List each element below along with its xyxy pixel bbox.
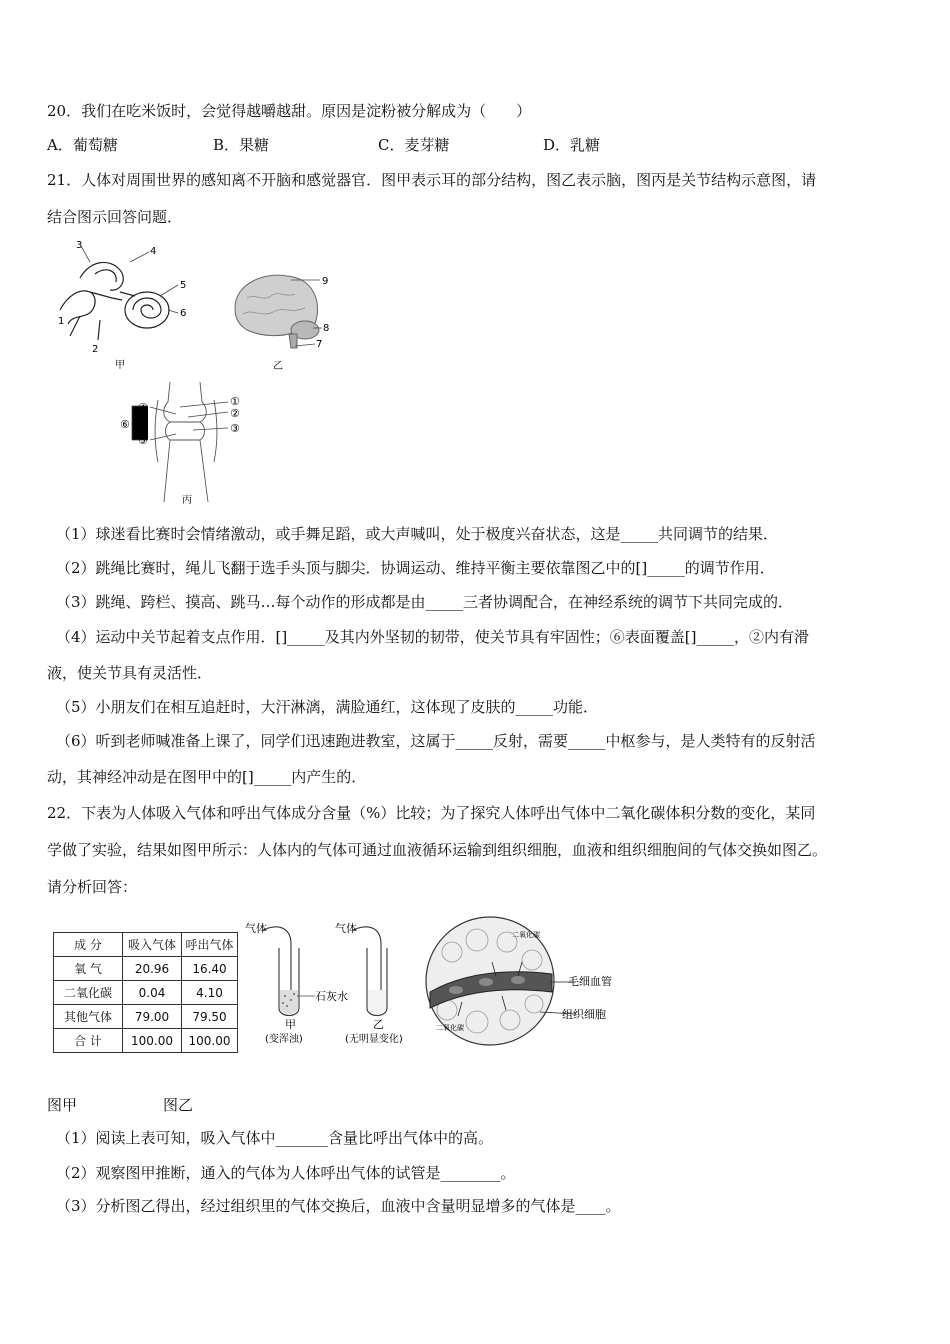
table-cell: 合 计 [54,1029,123,1053]
joint-num-2: ② [230,407,240,420]
co2-label-bottom: 二氧化碳 [436,1024,464,1032]
table-header: 呼出气体 [182,933,238,957]
q22-part-2: （2）观察图甲推断，通入的气体为人体呼出气体的试管是________。 [56,1164,516,1182]
q21-part-4-cont: 液，使关节具有灵活性． [47,664,213,682]
q22-stem-line1: 22．下表为人体吸入气体和呼出气体成分含量（%）比较；为了探究人体呼出气体中二氧化碳体积分数的变化，某同 [47,804,816,822]
table-cell: 其他气体 [54,1005,123,1029]
gas-label-a: 气体 [245,922,267,935]
joint-num-4: ④ [138,401,148,414]
table-row [54,957,238,981]
ear-num-3: 3 [76,240,83,251]
q20-stem: 20．我们在吃米饭时，会觉得越嚼越甜。原因是淀粉被分解成为（ ） [47,102,532,120]
gas-exchange-figure [422,912,622,1050]
gas-composition-table [53,932,238,1053]
q20-option-b: B．果糖 [213,136,270,154]
caption-figure-b: 图乙 [163,1096,194,1114]
tube-b-label: 乙 [373,1018,384,1031]
co2-label-top: 二氧化碳 [512,931,540,939]
q22-stem-line2: 学做了实验，结果如图甲所示：人体内的气体可通过血液循环运输到组织细胞，血液和组织细胞间的气体交换如图乙。 [47,841,828,859]
tube-b-note: (无明显变化) [345,1034,403,1045]
ear-num-4: 4 [150,246,157,257]
q22-part-3: （3）分析图乙得出，经过组织里的气体交换后，血液中含量明显增多的气体是____。 [56,1197,621,1215]
tube-a-label: 甲 [285,1018,296,1031]
q20-option-c: C．麦芽糖 [378,136,450,154]
test-tube-figure [245,918,420,1048]
joint-num-3: ③ [230,422,240,435]
table-header: 吸入气体 [123,933,182,957]
joint-num-5: ⑤ [138,434,148,447]
table-row [54,1005,238,1029]
table-header: 成 分 [54,933,123,957]
ear-num-5: 5 [180,280,187,291]
table-header-row [54,933,238,957]
q21-part-3: （3）跳绳、跨栏、摸高、跳马…每个动作的形成都是由_____三者协调配合，在神经系统的调节下共同完成的． [56,593,794,611]
joint-num-6: ⑥ [120,418,130,431]
table-cell: 氧 气 [54,957,123,981]
limewater-label: 石灰水 [315,990,348,1003]
table-cell: 0.04 [123,981,182,1005]
ear-num-6: 6 [180,308,187,319]
table-cell: 4.10 [182,981,238,1005]
table-cell: 100.00 [182,1029,238,1053]
joint-figure [118,382,263,507]
joint-num-1: ① [230,395,240,408]
ear-num-1: 1 [58,316,65,327]
ear-num-2: 2 [92,344,99,355]
table-cell: 二氧化碳 [54,981,123,1005]
q20-option-d: D．乳糖 [543,136,601,154]
q21-part-2: （2）跳绳比赛时，绳儿飞翻于选手头顶与脚尖．协调运动、维持平衡主要依靠图乙中的[]_____的调节作用． [56,559,775,577]
brain-num-8: 8 [323,323,330,334]
q22-stem-line3: 请分析回答： [47,878,138,896]
caption-figure-a: 图甲 [47,1096,78,1114]
table-row [54,981,238,1005]
q21-part-5: （5）小朋友们在相互追赶时，大汗淋漓，满脸通红，这体现了皮肤的_____功能． [56,698,599,716]
q21-part-4: （4）运动中关节起着支点作用．[]_____及其内外坚韧的韧带，使关节具有牢固性；⑥表面覆盖[]_____，②内有滑 [56,628,809,646]
table-cell: 79.50 [182,1005,238,1029]
table-cell: 20.96 [123,957,182,981]
tissue-cell-label: 组织细胞 [562,1008,606,1021]
joint-caption: 丙 [182,495,192,506]
q22-part-1: （1）阅读上表可知，吸入气体中_______含量比呼出气体中的高。 [56,1129,494,1147]
tube-a-note: (变浑浊) [265,1034,303,1045]
table-cell: 79.00 [123,1005,182,1029]
ear-figure [50,240,200,370]
brain-figure [225,268,335,373]
brain-num-7: 7 [316,339,323,350]
q21-part-6: （6）听到老师喊准备上课了，同学们迅速跑进教室，这属于_____反射，需要_____中枢参与，是人类特有的反射活 [56,732,816,750]
table-cell: 100.00 [123,1029,182,1053]
ear-caption: 甲 [115,360,125,370]
table-cell: 16.40 [182,957,238,981]
brain-caption: 乙 [273,361,283,372]
gas-label-b: 气体 [335,922,357,935]
q21-part-1: （1）球迷看比赛时会情绪激动，或手舞足蹈，或大声喊叫，处于极度兴奋状态，这是_____共同调节的结果． [56,525,779,543]
brain-num-9: 9 [322,276,329,287]
q21-stem-line2: 结合图示回答问题． [47,208,183,226]
q21-part-6-cont: 动，其神经冲动是在图甲中的[]_____内产生的． [47,768,367,786]
capillary-label: 毛细血管 [568,975,612,988]
table-row [54,1029,238,1053]
q21-stem-line1: 21．人体对周围世界的感知离不开脑和感觉器官．图甲表示耳的部分结构，图乙表示脑，图丙是关节结构示意图，请 [47,171,817,189]
q20-option-a: A．葡萄糖 [47,136,118,154]
